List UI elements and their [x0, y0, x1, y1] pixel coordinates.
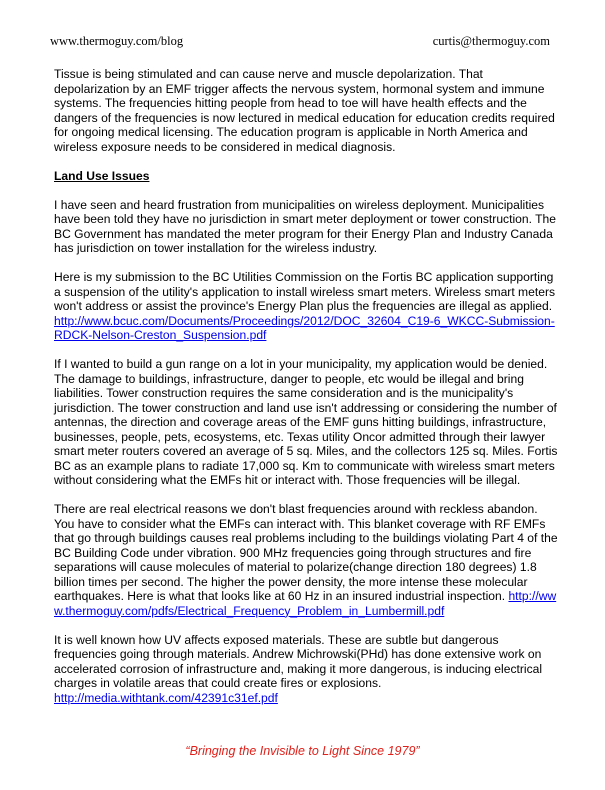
paragraph-gun-range: If I wanted to build a gun range on a lot in your municipality, my application would be denied. The damage to buildings, infrastructure, danger to people, etc would be illegal and bring liabilities. Tower construction requires the same consideration and is the municipality's jurisdiction. The tower construction and land use isn't addressing or considering the number of antennas, the direction and coverage areas of the EMF guns hitting buildings, infrastructure, businesses, people, pets, ecosystems, etc. Texas utility Oncor admitted through their lawyer smart meter routers covered an average of 5 sq. Miles, and the collectors 125 sq. Miles. Fortis BC as an example plans to radiate 17,000 sq. Km to communicate with wireless smart meters without considering what the EMFs hit or interact with. Those frequencies will be illegal.	[54, 357, 558, 487]
footer-tagline: “Bringing the Invisible to Light Since 1979”	[185, 744, 420, 758]
link-lumbermill-pdf[interactable]: http://www.thermoguy.com/pdfs/Electrical_Frequency_Problem_in_Lumbermill.pdf	[54, 589, 557, 618]
link-bcuc-submission[interactable]: http://www.bcuc.com/Documents/Proceedings/2012/DOC_32604_C19-6_WKCC-Submission-RDCK-Nelson-Creston_Suspension.pdf	[54, 313, 555, 342]
header-email: curtis@thermoguy.com	[432, 34, 550, 48]
paragraph-uv-materials	[54, 633, 560, 706]
section-heading-land-use: Land Use Issues	[54, 168, 150, 183]
uv-text: It is well known how UV affects exposed materials. These are subtle but dangerous frequencies going through materials. Andrew Michrowski(PHd) has done extensive work on accelerated corrosion of infrastructure and, making it more dangerous, is inducing electrical charges in volatile areas that could create fires or explosions.	[54, 632, 543, 690]
header-blog-url: www.thermoguy.com/blog	[50, 34, 184, 48]
paragraph-electrical-reasons	[54, 502, 560, 618]
link-withtank-pdf[interactable]: http://media.withtank.com/42391c31ef.pdf	[54, 690, 278, 705]
submission-text: Here is my submission to the BC Utilities Commission on the Fortis BC application supporting a suspension of the utility's application to install wireless smart meters. Wireless smart meters won't address or assist the province's Energy Plan plus the frequencies are illegal as applied.	[54, 270, 556, 313]
body-content	[54, 67, 560, 720]
paragraph-submission	[54, 270, 560, 343]
electrical-text: There are real electrical reasons we don't blast frequencies around with reckless abandon. You have to consider what the EMFs can interact with. This blanket coverage with RF EMFs that go through buildings causes real problems including to the buildings violating Part 4 of the BC Building Code under vibration. 900 MHz frequencies going through structures and fire separations will cause molecules of material to polarize(change direction 180 degrees) 1.8 billion times per second. The higher the power density, the more intense these molecular earthquakes. Here is what that looks like at 60 Hz in an insured industrial inspection.	[54, 502, 558, 603]
paragraph-municipalities: I have seen and heard frustration from municipalities on wireless deployment. Municipalities have been told they have no jurisdiction in smart meter deployment or tower construction. The BC Government has mandated the meter program for their Energy Plan and Industry Canada has jurisdiction on tower installation for the wireless industry.	[54, 197, 556, 255]
paragraph-tissue: Tissue is being stimulated and can cause nerve and muscle depolarization. That depolarization by an EMF trigger affects the nervous system, hormonal system and immune systems. The frequencies hitting people from head to toe will have health effects and the dangers of the frequencies is now lectured in medical education for education credits required for ongoing medical licensing. The education program is applicable in North America and wireless exposure needs to be considered in medical diagnosis.	[54, 67, 555, 154]
